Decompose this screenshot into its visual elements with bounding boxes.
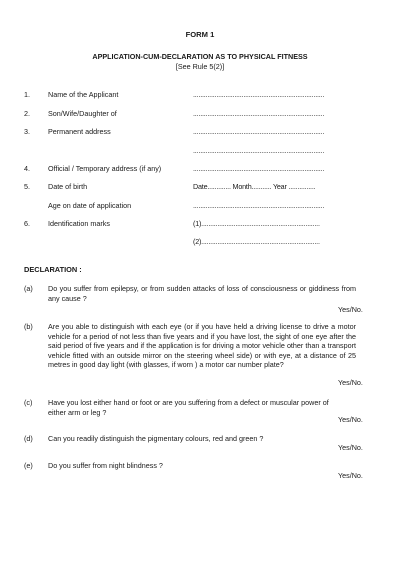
field-label: Name of the Applicant: [48, 90, 119, 99]
yes-no-answer[interactable]: Yes/No.: [338, 471, 363, 480]
question-text: Do you suffer from epilepsy, or from sudden attacks of loss of consciousness or giddiness from any cause ?: [48, 284, 356, 303]
question-letter: (d): [24, 434, 33, 443]
yes-no-answer[interactable]: Yes/No.: [338, 443, 363, 452]
question-text: Do you suffer from night blindness ?: [48, 461, 163, 470]
question-letter: (a): [24, 284, 33, 293]
field-label: Identification marks: [48, 219, 110, 228]
name-field[interactable]: .........................................................................: [193, 90, 325, 99]
field-number: 3.: [24, 127, 30, 136]
field-label: Age on date of application: [48, 201, 132, 210]
question-letter: (c): [24, 398, 33, 407]
rule-reference: [See Rule 5(2)]: [175, 61, 225, 71]
question-text: Are you able to distinguish with each eye (or if you have held a driving license to drive a motor vehicle for a period of not less than five years and if you have lost, the sight of one eye after the said period of five years and if the application is for driving a motor vehicle other than a transport vehicle fitted with an outside mirror on the steering wheel side) or with eye, at a distance of 25 metres in good day light (with glasses, if worn ) a motor car number plate?: [48, 322, 356, 370]
form-heading: APPLICATION-CUM-DECLARATION AS TO PHYSICAL FITNESS: [92, 52, 308, 61]
question-text: Have you lost either hand or foot or are you suffering from a defect or muscular power of either arm or leg ?: [48, 398, 329, 417]
field-label: Official / Temporary address (if any): [48, 164, 162, 173]
field-label: Son/Wife/Daughter of: [48, 109, 117, 118]
identification-mark-1-field[interactable]: (1)..................................................................: [193, 219, 320, 228]
field-number: 4.: [24, 164, 30, 173]
yes-no-answer[interactable]: Yes/No.: [338, 378, 363, 387]
field-number: 6.: [24, 219, 30, 228]
permanent-address-field[interactable]: .........................................................................: [193, 127, 325, 136]
identification-mark-2-field[interactable]: (2)..................................................................: [193, 237, 320, 246]
field-label: Permanent address: [48, 127, 111, 136]
relation-field[interactable]: .........................................................................: [193, 109, 325, 118]
field-number: 5.: [24, 182, 30, 191]
field-label: Date of birth: [48, 182, 88, 191]
temporary-address-field[interactable]: .........................................................................: [193, 164, 325, 173]
yes-no-answer[interactable]: Yes/No.: [338, 305, 363, 314]
yes-no-answer[interactable]: Yes/No.: [338, 415, 363, 424]
question-letter: (e): [24, 461, 33, 470]
question-text: Can you readily distinguish the pigmentary colours, red and green ?: [48, 434, 264, 443]
question-letter: (b): [24, 322, 33, 331]
age-field[interactable]: .........................................................................: [193, 201, 325, 210]
field-number: 1.: [24, 90, 30, 99]
permanent-address-line-2[interactable]: .........................................................................: [193, 146, 325, 155]
declaration-title: DECLARATION :: [24, 265, 82, 274]
date-of-birth-field[interactable]: Date............. Month........... Year ...............: [193, 182, 316, 191]
form-title: FORM 1: [185, 30, 215, 39]
field-number: 2.: [24, 109, 30, 118]
